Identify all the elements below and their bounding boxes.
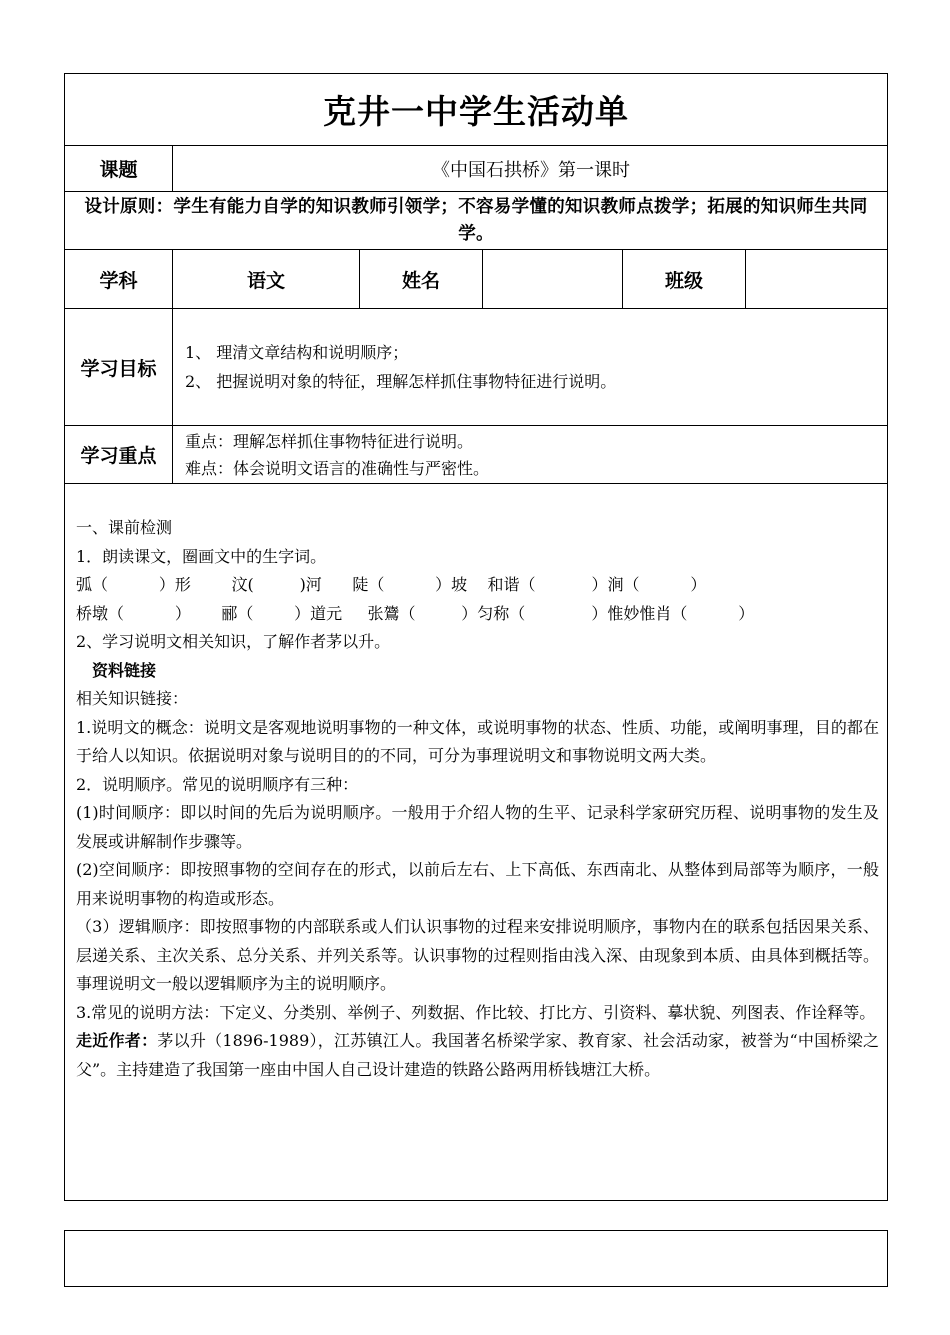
difficult-point: 难点：体会说明文语言的准确性与严密性。 bbox=[185, 458, 490, 478]
paragraph-concept: 1.说明文的概念：说明文是客观地说明事物的一种文体，或说明事物的状态、性质、功能，或阐明事理，目的都在于给人以知识。依据说明对象与说明目的的不同，可分为事理说明文和事物说明文两大类。 bbox=[76, 717, 879, 765]
paragraph-logic-order: （3）逻辑顺序：即按照事物的内部联系或人们认识事物的过程来安排说明顺序，事物内在的联系包括因果关系、层递关系、主次关系、总分关系、并列关系等。认识事物的过程则指由浅入深、由现象到本质、由具体到概括等。事理说明文一般以逻辑顺序为主的说明顺序。 bbox=[76, 917, 879, 993]
subject-label: 学科 bbox=[99, 269, 138, 292]
main-content bbox=[76, 514, 879, 1084]
paragraph-space-order: (2)空间顺序：即按照事物的空间存在的形式，以前后左右、上下高低、东西南北、从整体到局部等为顺序，一般用来说明事物的构造或形态。 bbox=[76, 860, 879, 908]
vocab-fill-line-1[interactable]: 弧（ ）形 汶( )河 陡（ ）坡 和谐（ ）涧（ ） bbox=[76, 575, 707, 594]
page-title: 克井一中学生活动单 bbox=[323, 92, 629, 131]
goals-label: 学习目标 bbox=[80, 357, 157, 380]
vocab-fill-line-2[interactable]: 桥墩（ ） 郦（ ）道元 张鷟（ ）匀称（ ）惟妙惟肖（ ） bbox=[76, 603, 755, 623]
activity-sheet bbox=[64, 73, 888, 1201]
name-label: 姓名 bbox=[401, 269, 440, 292]
author-label: 走近作者： bbox=[76, 1031, 158, 1050]
topic-value: 《中国石拱桥》第一课时 bbox=[432, 159, 630, 181]
paragraph-methods: 3.常见的说明方法：下定义、分类别、举例子、列数据、作比较、打比方、引资料、摹状貌、列图表、作诠释等。 bbox=[76, 1002, 876, 1022]
section-heading: 一、课前检测 bbox=[76, 518, 173, 537]
focus-row bbox=[65, 426, 887, 484]
goal-item: 1、 理清文章结构和说明顺序； bbox=[185, 343, 409, 362]
goals-row bbox=[65, 309, 887, 426]
topic-label: 课题 bbox=[99, 159, 138, 181]
author-text: 茅以升（1896-1989），江苏镇江人。我国著名桥梁学家、教育家、社会活动家，被誉为“中国桥梁之父”。主持建造了我国第一座由中国人自己设计建造的铁路公路两用桥钱塘江大桥。 bbox=[76, 1031, 879, 1079]
class-field[interactable] bbox=[746, 250, 889, 308]
title-row bbox=[65, 74, 887, 146]
info-row bbox=[65, 250, 887, 309]
design-principle: 设计原则：学生有能力自学的知识教师引领学；不容易学懂的知识教师点拨学；拓展的知识师生共同学。 bbox=[84, 196, 868, 244]
goals-list bbox=[185, 338, 616, 396]
paragraph-time-order: (1)时间顺序：即以时间的先后为说明顺序。一般用于介绍人物的生平、记录科学家研究历程、说明事物的发生及发展或讲解制作步骤等。 bbox=[76, 803, 879, 851]
focus-label: 学习重点 bbox=[80, 445, 157, 467]
subject-value: 语文 bbox=[246, 269, 285, 292]
principle-row bbox=[65, 192, 887, 250]
goal-item: 2、 把握说明对象的特征，理解怎样抓住事物特征进行说明。 bbox=[185, 372, 617, 391]
footer-box bbox=[64, 1230, 888, 1287]
class-label: 班级 bbox=[664, 269, 703, 292]
key-point: 重点：理解怎样抓住事物特征进行说明。 bbox=[185, 431, 474, 451]
focus-list bbox=[185, 428, 489, 482]
task-1: 1．朗读课文，圈画文中的生字词。 bbox=[76, 546, 327, 566]
name-field[interactable] bbox=[483, 250, 623, 308]
related-knowledge: 相关知识链接： bbox=[76, 689, 189, 708]
resource-title: 资料链接 bbox=[92, 660, 157, 680]
paragraph-order: 2．说明顺序。常见的说明顺序有三种： bbox=[76, 774, 359, 794]
paragraph-author bbox=[76, 1027, 879, 1084]
topic-row bbox=[65, 146, 887, 192]
task-2: 2、学习说明文相关知识，了解作者茅以升。 bbox=[76, 632, 391, 651]
